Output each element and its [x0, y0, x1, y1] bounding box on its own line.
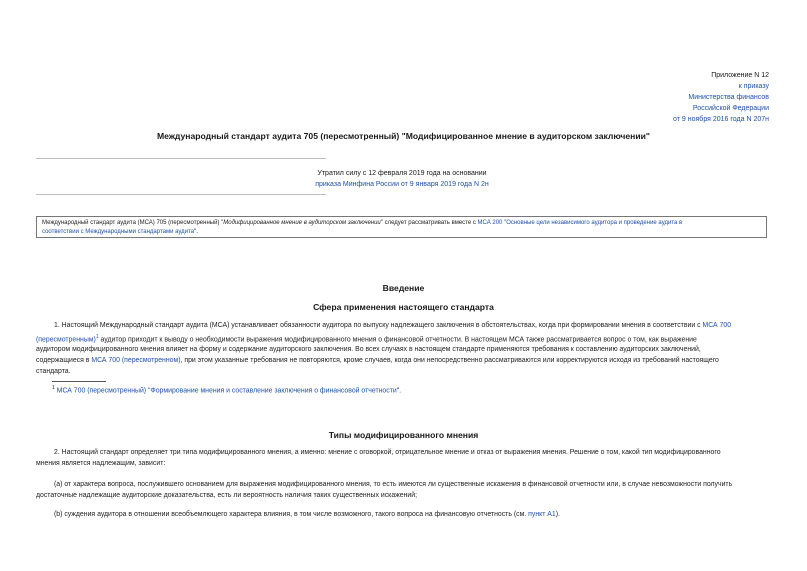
- note-isa200-link[interactable]: МСА 200 "Основные цели независимого аудитора и проведение аудита в: [477, 220, 683, 226]
- pb-text: (b) суждения аудитора в отношении всеобъемлющего характера влияния, в том числе возможного, такого вопроса на финансовую отчетность (см.: [54, 511, 529, 518]
- p1-line3: аудитором модифицированного мнения влияет на форму и содержание аудиторского заключения. Во всех случаях в настоящем стандарте применяются требования к составлению аудиторских заключений,: [36, 346, 701, 354]
- appendix-number: Приложение N 12: [711, 72, 769, 79]
- divider-top: [36, 158, 326, 159]
- pa-line1: (a) от характера вопроса, послужившего основанием для выражения модифицированного мнения, то есть имеются ли существенные искажения в финансовой отчетности или, в случае невозможности получить: [54, 481, 733, 488]
- scope-heading: Сфера применения настоящего стандарта: [313, 302, 494, 312]
- isa700-revised-link-2[interactable]: МСА 700 (пересмотренном): [91, 357, 181, 365]
- appendix-date-link[interactable]: от 9 ноября 2016 года N 207н: [673, 116, 769, 123]
- isa700-link[interactable]: МСА 700: [702, 322, 732, 329]
- p1-line5: стандарта.: [36, 367, 71, 375]
- divider-bottom: [36, 194, 326, 195]
- appendix-federation-link[interactable]: Российской Федерации: [692, 105, 769, 112]
- footnote-end: ".: [396, 387, 402, 395]
- lost-force-notice: [312, 168, 492, 190]
- pa-line2: достаточные надлежащие аудиторские доказательства, есть ли вероятность наличия таких существенных искажений;: [36, 491, 418, 499]
- isa700-revised-link[interactable]: (пересмотренным): [36, 335, 96, 343]
- paragraph-2: [36, 448, 768, 469]
- document-title: Международный стандарт аудита 705 (пересмотренный) "Модифицированное мнение в аудиторском заключении": [157, 131, 650, 141]
- p1-line2: аудитор приходит к выводу о необходимости выражения модифицированного мнения о финансовой отчетности. В настоящем МСА также рассматривается вопрос о том, как выражение: [98, 335, 697, 343]
- note-end: ".: [194, 228, 198, 235]
- footnote-ref-1[interactable]: 1: [95, 333, 99, 340]
- item-a: [36, 480, 768, 501]
- intro-heading: Введение: [382, 283, 425, 293]
- p1-line1: 1. Настоящий Международный стандарт аудита (МСА) устанавливает обязанности аудитора по выпуску надлежащего заключения в обстоятельствах, когда при формировании мнения в соответствии с: [54, 322, 703, 329]
- p1-line4b: , при этом указанные требования не повторяются, кроме случаев, когда они непосредственно рассматриваются или корректируются исходя из требований настоящего: [180, 357, 719, 365]
- footnote-divider: [52, 381, 106, 382]
- item-b: [36, 510, 768, 521]
- note-box: [36, 216, 767, 238]
- footnote-title-link[interactable]: Формирование мнения и составление заключения о финансовой отчетности: [150, 387, 397, 395]
- note-prefix: Международный стандарт аудита (МСА) 705 (пересмотренный) ": [42, 220, 224, 226]
- footnote-marker: 1: [52, 385, 55, 391]
- note-italic: Модифицированное мнение в аудиторском заключении: [223, 220, 381, 226]
- appendix-order-link[interactable]: к приказу: [738, 83, 769, 90]
- note-middle: " следует рассматривать вместе с: [380, 220, 478, 226]
- pb-end: ).: [555, 511, 560, 518]
- appendix-header: [673, 70, 769, 125]
- lost-force-order-link[interactable]: приказа Минфина России от 9 января 2019 года N 2н: [315, 181, 489, 188]
- appendix-ministry-link[interactable]: Министерства финансов: [688, 94, 769, 101]
- lost-force-text: Утратил силу с 12 февраля 2019 года на основании: [317, 170, 487, 177]
- p2-line2: мнения является надлежащим, зависит:: [36, 459, 166, 467]
- p1-line4a: содержащиеся в: [36, 357, 92, 365]
- types-heading: Типы модифицированного мнения: [328, 430, 479, 440]
- point-a1-link[interactable]: пункт А1: [528, 511, 556, 518]
- footnote: [52, 385, 401, 394]
- paragraph-1: [36, 321, 768, 377]
- footnote-isa700-link[interactable]: МСА 700 (пересмотренный) ": [56, 387, 151, 395]
- note-isa200-link-cont[interactable]: соответствии с Международными стандартами аудита: [42, 228, 195, 235]
- p2-line1: 2. Настоящий стандарт определяет три типа модифицированного мнения, а именно: мнение с оговоркой, отрицательное мнение и отказ от выражения мнения. Решение о том, какой тип модифицированного: [54, 449, 721, 456]
